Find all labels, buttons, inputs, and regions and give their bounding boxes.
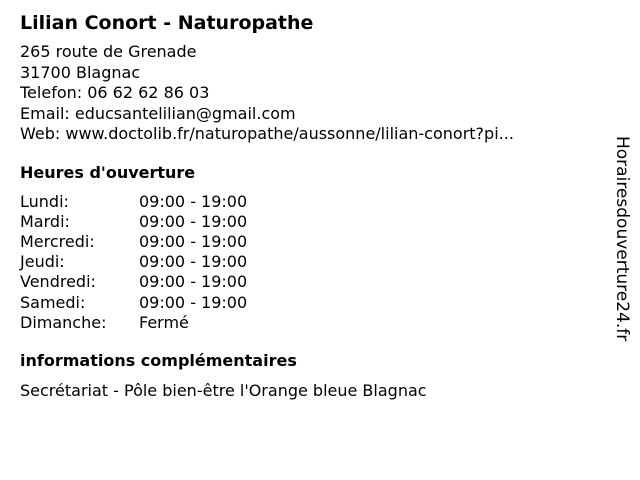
opening-hours-heading: Heures d'ouverture xyxy=(20,162,196,182)
website-link[interactable]: Web: www.doctolib.fr/naturopathe/aussonne/lilian-conort?pi... xyxy=(20,124,514,143)
time-range: 09:00 - 19:00 xyxy=(139,211,248,231)
hours-row-thursday xyxy=(20,252,600,272)
additional-info-heading: informations complémentaires xyxy=(20,350,297,370)
hours-row-monday xyxy=(20,192,600,212)
hours-row-wednesday xyxy=(20,232,600,252)
additional-info-text: Secrétariat - Pôle bien-être l'Orange bleue Blagnac xyxy=(20,380,427,400)
contact-details xyxy=(20,42,600,145)
hours-row-friday xyxy=(20,272,600,292)
day-label: Lundi: xyxy=(20,191,69,211)
day-label: Vendredi: xyxy=(20,272,96,292)
address-city: 31700 Blagnac xyxy=(20,62,141,82)
day-label: Dimanche: xyxy=(20,312,107,332)
time-range: 09:00 - 19:00 xyxy=(139,231,248,251)
address-street: 265 route de Grenade xyxy=(20,42,197,61)
phone-number[interactable]: Telefon: 06 62 62 86 03 xyxy=(20,83,210,102)
opening-hours-table xyxy=(20,192,600,333)
hours-row-sunday xyxy=(20,313,600,333)
time-range: 09:00 - 19:00 xyxy=(139,191,248,211)
hours-row-saturday xyxy=(20,293,600,313)
business-name: Lilian Conort - Naturopathe xyxy=(20,12,314,34)
time-range: Fermé xyxy=(139,312,189,332)
time-range: 09:00 - 19:00 xyxy=(139,292,248,312)
site-brand-label: Horairesdouverture24.fr xyxy=(612,136,632,342)
day-label: Mardi: xyxy=(20,211,70,231)
hours-row-tuesday xyxy=(20,212,600,232)
business-card xyxy=(20,10,600,401)
day-label: Mercredi: xyxy=(20,231,95,251)
time-range: 09:00 - 19:00 xyxy=(139,252,248,272)
email-address[interactable]: Email: educsantelilian@gmail.com xyxy=(20,103,296,123)
day-label: Samedi: xyxy=(20,292,86,312)
time-range: 09:00 - 19:00 xyxy=(139,272,248,292)
day-label: Jeudi: xyxy=(20,252,65,272)
